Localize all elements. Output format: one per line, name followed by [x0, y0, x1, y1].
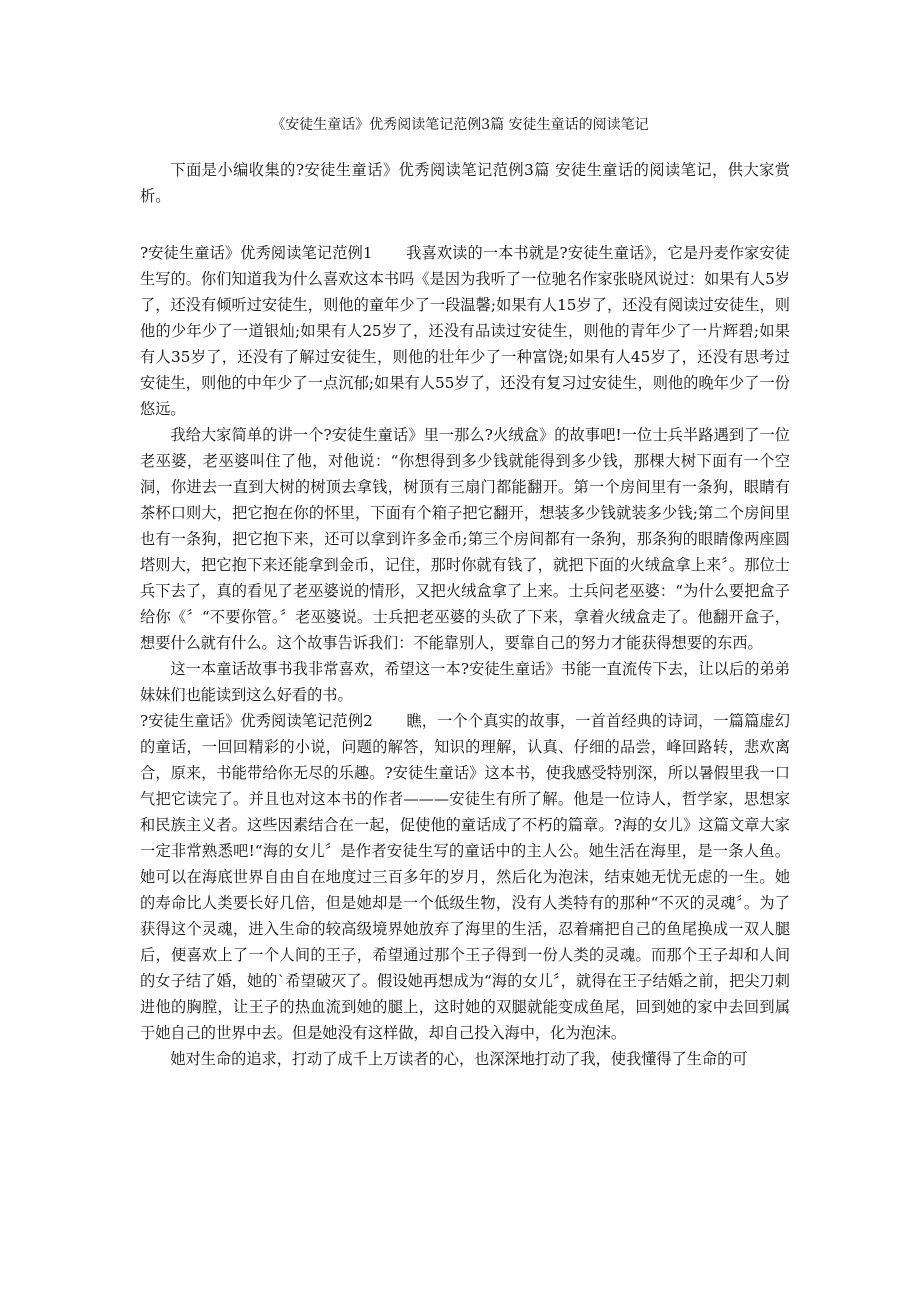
document-title: 《安徒生童话》优秀阅读笔记范例3篇 安徒生童话的阅读笔记	[271, 117, 649, 133]
example2-paragraph-2: 她对生命的追求，打动了成千上万读者的心，也深深地打动了我，使我懂得了生命的可	[170, 1050, 748, 1068]
example1-heading: ?安徒生童话》优秀阅读笔记范例1	[140, 244, 373, 262]
example1-paragraph-3: 这一本童话故事书我非常喜欢，希望这一本?安徒生童话》书能一直流传下去，让以后的弟弟妹妹们也能读到这么好看的书。	[140, 660, 790, 704]
example1-text-1: 我喜欢读的一本书就是?安徒生童话》，它是丹麦作家安徒生写的。你们知道我为什么喜欢这本书吗《是因为我听了一位驰名作家张晓风说过：如果有人5岁了，还没有倾听过安徒生，则他的童年少了一段温馨;如果有人15岁了，还没有阅读过安徒生，则他的少年少了一道银灿;如果有人25岁了，还没有品读过安徒生，则他的青年少了一片辉碧;如果有人35岁了，还没有了解过安徒生，则他的壮年少了一种富饶;如果有人45岁了，还没有思考过安徒生，则他的中年少了一点沉郁;如果有人55岁了，还没有复习过安徒生，则他的晚年少了一份悠远。	[140, 244, 790, 418]
example1-paragraph-1	[140, 240, 790, 422]
intro-paragraph: 下面是小编收集的?安徒生童话》优秀阅读笔记范例3篇 安徒生童话的阅读笔记，供大家赏析。	[140, 161, 790, 205]
example1-paragraph-2: 我给大家简单的讲一个?安徒生童话》里一那么?火绒盒》的故事吧!一位士兵半路遇到了一位老巫婆，老巫婆叫住了他，对他说：“你想得到多少钱就能得到多少钱，那棵大树下面有一个空洞，你进去一直到大树的树顶去拿钱，树顶有三扇门都能翻开。第一个房间里有一条狗，眼睛有茶杯口则大，把它抱在你的怀里，下面有个箱子把它翻开，想装多少钱就装多少钱;第二个房间里也有一条狗，把它抱下来，还可以拿到许多金币;第三个房间都有一条狗，那条狗的眼睛像两座圆塔则大，把它抱下来还能拿到金币，记住，那时你就有钱了，就把下面的火绒盒拿上来〞。那位士兵下去了，真的看见了老巫婆说的情形，又把火绒盒拿了上来。士兵问老巫婆：“为什么要把盒子给你《〞“不要你管。〞老巫婆说。士兵把老巫婆的头砍了下来，拿着火绒盒走了。他翻开盒子，想要什么就有什么。这个故事告诉我们：不能靠别人，要靠自己的努力才能获得想要的东西。	[140, 426, 790, 652]
example2-paragraph-1	[140, 708, 790, 1046]
intro-block	[140, 157, 790, 209]
content-block	[140, 240, 790, 1072]
example2-heading: ?安徒生童话》优秀阅读笔记范例2	[140, 712, 373, 730]
example2-text-1: 瞧，一个个真实的故事，一首首经典的诗词，一篇篇虚幻的童话，一回回精彩的小说，问题的解答，知识的理解，认真、仔细的品尝，峰回路转，悲欢离合，原来，书能带给你无尽的乐趣。?安徒生童话》这本书，使我感受特别深，所以暑假里我一口气把它读完了。并且也对这本书的作者———安徒生有所了解。他是一位诗人，哲学家，思想家和民族主义者。这些因素结合在一起，促使他的童话成了不朽的篇章。?海的女儿》这篇文章大家一定非常熟悉吧!“海的女儿〞是作者安徒生写的童话中的主人公。她生活在海里，是一条人鱼。她可以在海底世界自由自在地度过三百多年的岁月，然后化为泡沫，结束她无忧无虑的一生。她的寿命比人类要长好几倍，但是她却是一个低级生物，没有人类特有的那种“不灭的灵魂〞。为了获得这个灵魂，进入生命的较高级境界她放弃了海里的生活，忍着痛把自己的鱼尾换成一双人腿后，便喜欢上了一个人间的王子，希望通过那个王子得到一份人类的灵魂。而那个王子却和人间的女子结了婚，她的`希望破灭了。假设她再想成为“海的女儿〞，就得在王子结婚之前，把尖刀刺进他的胸膛，让王子的热血流到她的腿上，这时她的双腿就能变成鱼尾，回到她的家中去回到属于她自己的世界中去。但是她没有这样做，却自己投入海中，化为泡沫。	[140, 712, 791, 1042]
